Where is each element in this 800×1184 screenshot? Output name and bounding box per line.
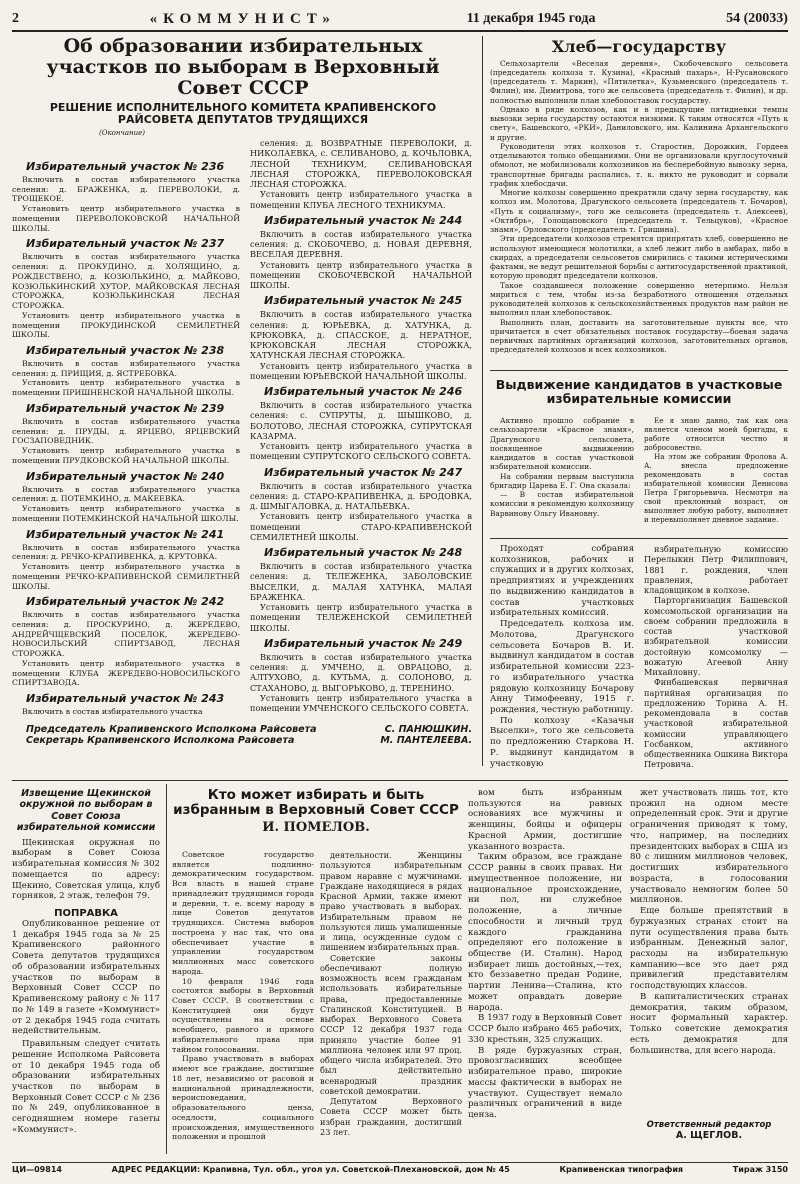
chairman-name: С. ПАНЮШКИН.: [384, 724, 472, 735]
precinct-heading: Избирательный участок № 247: [264, 465, 463, 479]
election-subtitle: РЕШЕНИЕ ИСПОЛНИТЕЛЬНОГО КОМИТЕТА КРАПИВЕНСКОГО РАЙСОВЕТА ДЕПУТАТОВ ТРУДЯЩИХСЯ: [49, 100, 437, 127]
editor-label: Ответственный редактор: [646, 1120, 772, 1130]
precinct-paragraph: Установить центр избирательного участка в помещении ТЕЛЕЖЕНСКОЙ СЕМИЛЕТНЕЙ ШКОЛЫ.: [250, 602, 472, 633]
article-paragraph: деятельности. Женщины пользуются избирательным правом наравне с мужчинами. Граждане находящиеся в рядах Красной Армии, также имеют право участвовать в выборах. Избирательным правом не пользуются лишь умалишенные и лица, осужденные судом с лишением избирательных прав.: [320, 850, 462, 953]
precinct-paragraph: Включить в состав избирательного участка селения: д. ПРУДЫ, д. ЯРЦЕВО, ЯРЦЕВСКИЙ ГОСЗАПОВЕДНИК.: [12, 416, 240, 446]
election-title: Об образовании избирательных участков по выборам в Верховный Совет СССР: [46, 35, 440, 99]
nomination-paragraph: Парторганизация Башевской комсомольской организации на своем собрании предложила в состав участковой избирательной комиссии достойную комсомолку — вожатую Агеевой Анну Михайловну.: [644, 595, 788, 677]
precinct-paragraph: Включить в состав избирательного участка: [22, 707, 203, 717]
issue-number: 54 (20033): [726, 11, 788, 26]
bread-paragraph: Такое создавшееся положение совершенно нетерпимо. Нельзя мириться с тем, чтобы из-за безработного отношения отдельных руководителей колхозов к сельскохозяйственных продуктов нам район не выполнил план хлебопоставок.: [490, 280, 788, 318]
precinct-heading: Избирательный участок № 246: [264, 385, 463, 398]
precinct-paragraph: Установить центр избирательного участка в помещении СТАРО-КРАПИВЕНСКОЙ СЕМИЛЕТНЕЙ ШКОЛЫ.: [250, 511, 472, 542]
precinct-paragraph: Установить центр избирательного участка в помещении УМЧЕНСКОГО СЕЛЬСКОГО СОВЕТА.: [250, 692, 472, 713]
precinct-paragraph: Включить в состав избирательного участка селения: д. ТЕЛЕЖЕНКА, ЗАБОЛОВСКИЕ ВЫСЕЛКИ, д. МАЛАЯ ХАТУНКА, МАЛАЯ БРАЖЕНКА.: [250, 561, 472, 602]
nomination-paragraph: На этом же собрании Фролова А. А. внесла предложение рекомендовать в состав избирательной комиссии Денисова Петра Григорьевича. Несмотря на свой преклонный возраст, он выполняет любую работу, выполняет и перевыполняет дневное задание.: [644, 452, 788, 524]
nomination-paragraph: Ее я знаю давно, так как она является членом моей бригады, к работе относится честно и добросовестно.: [644, 416, 788, 452]
nomination-paragraph: — В состав избирательной комиссии я рекомендую колхозницу Варвинову Ольгу Ивановну.: [490, 490, 634, 518]
voting-title: Кто может избирать и быть избранным в Верховный Совет СССР: [173, 787, 459, 818]
precinct-paragraph: Включить в состав избирательного участка селения: с. СУПРУТЫ, д. ШЫШКОВО, д. БОЛОТОВО, ЛЕСНАЯ СТОРОЖКА, СУПРУТСКАЯ КАЗАРМА.: [250, 400, 472, 441]
nomination-paragraph: На собрании первым выступила бригадир Царева Е. Г. Она сказала:: [490, 471, 634, 490]
nominations-lower-left: [490, 544, 634, 769]
secretary-title: Секретарь Крапивенского Исполкома Райсовета: [26, 735, 295, 746]
precinct-heading: Избирательный участок № 248: [264, 546, 463, 559]
footer-circulation: Тираж 3150: [732, 1165, 788, 1174]
article-paragraph: Таким образом, все граждане СССР равны в своих правах. Ни имущественное положение, ни национальное происхождение, ни пол, ни служебное положение, а личные способности и личный труд каждого гражданина определяют его положение в обществе (И. Сталин). Народ избирает лишь достойных,—тех, кто беззаветно предан Родине, партии Ленина—Сталина, кто может оправдать доверие народа.: [468, 852, 622, 1013]
footer-code: ЦИ—09814: [12, 1165, 62, 1174]
precinct-paragraph: Установить центр избирательного участка в помещении ПРУДКОВСКОЙ НАЧАЛЬНОЙ ШКОЛЫ.: [12, 446, 240, 465]
secretary-name: М. ПАНТЕЛЕЕВА.: [380, 735, 472, 746]
article-paragraph: В капиталистических странах демократия, таким образом, носит формальный характер. Только советские демократия есть демократия для большинства, для всего народа.: [630, 991, 788, 1056]
notice-box: [12, 788, 160, 1158]
precinct-heading: Избирательный участок № 241: [26, 527, 225, 541]
precinct-paragraph: селения: д. ВОЗВРАТНЫЕ ПЕРЕВОЛОКИ, д. НИКОЛАЕВКА, с. СЕЛИВАНОВО, д. КОЧЬЛОВКА, ЛЕСНОЙ ТЕХНИКУМ, СЕЛИВАНОВСКАЯ ЛЕСНАЯ СТОРОЖКА, ПЕРЕВОЛОКОВСКАЯ ЛЕСНАЯ СТОРОЖКА.: [250, 138, 472, 189]
precinct-paragraph: Установить центр избирательного участка в помещении ПОТЕМКИНСКОЙ НАЧАЛЬНОЙ ШКОЛЫ.: [12, 504, 240, 523]
precinct-heading: Избирательный участок № 244: [264, 213, 463, 227]
precinct-paragraph: Установить центр избирательного участка в помещении КЛУБА ЛЕСНОГО ТЕХНИКУМА.: [250, 189, 472, 210]
editor-name: А. ЩЕГЛОВ.: [675, 1130, 743, 1141]
precinct-paragraph: Включить в состав избирательного участка селения: д. ЮРЬЕВКА, д. ХАТУНКА, д. КРЮКОВКА, д. СПАССКОЕ, д. НЕРАТНОЕ, КРЮКОВСКАЯ ЛЕСНАЯ СТОРОЖКА, ХАТУНСКАЯ ЛЕСНАЯ СТОРОЖКА.: [250, 309, 472, 361]
precinct-heading: Избирательный участок № 239: [26, 401, 225, 415]
precinct-heading: Избирательный участок № 243: [26, 692, 225, 706]
precinct-paragraph: Установить центр избирательного участка в помещении ПРИШНЕНСКОЙ НАЧАЛЬНОЙ ШКОЛЫ.: [12, 378, 240, 398]
masthead: [12, 8, 788, 32]
bread-title: Хлеб—государству: [551, 37, 727, 56]
voting-column-2: [320, 850, 462, 1137]
nominations-rule: [490, 538, 788, 539]
issue-date: 11 декабря 1945 года: [466, 11, 596, 26]
election-column-2: [250, 138, 472, 713]
voting-article: [172, 788, 788, 1158]
election-column-1: [12, 156, 240, 717]
election-decision: [12, 35, 474, 746]
article-paragraph: жет участвовать лишь тот, кто прожил на одном месте определенный срок. Эти и другие ограничения приводят к тому, что, например, на последних президентских выборах в США из 80 с лишним миллионов человек, достигших избирательного возраста, в голосовании участвовало немногим более 50 миллионов.: [630, 788, 788, 906]
article-paragraph: Депутатом Верховного Совета СССР может быть избран гражданин, достигший 23 лет.: [320, 1096, 462, 1137]
precinct-paragraph: Включить в состав избирательного участка селения: д. СТАРО-КРАПИВЕНКА, д. БРОДОВКА, д. ШМЫГАЛОВКА, д. НАТАЛЬЕВКА.: [250, 480, 472, 511]
precinct-paragraph: Включить в состав избирательного участка селения: д. ПРОСКУРИНО, д. ЖЕРЕДЕВО, АНДРЕЙЧЩЕВСКИЙ ПОСЕЛОК, ЖЕРЕДЕВО-НОВОСИЛЬСКИЙ СПИРТЗАВОД, ЛЕСНАЯ СТОРОЖКА.: [12, 610, 240, 659]
bread-article: [490, 38, 788, 363]
ending-note: (Окончание): [99, 128, 145, 137]
column-rule: [482, 36, 483, 766]
nomination-paragraph: избирательную комиссию Перелыкин Петр Филиппович, 1881 г. рождения, член правления, работает кладовщиком в колхозе.: [644, 544, 788, 595]
voting-column-3: [468, 788, 622, 1121]
correction-text: Опубликованное решение от 1 декабря 1945 года за № 25 Крапивенского районного Совета депутатов трудящихся об образовании избирательных участков по выборам в Верховный Совет СССР по Крапивенскому району с № 117 по № 149 в газете «Коммунист» от 2 декабря 1945 года считать недействительным.: [12, 918, 160, 1037]
nomination-paragraph: Председатель колхоза им. Молотова, Драгунского сельсовета Бочаров В. И. выдвинул кандидатом в состав избирательной комиссии 223-го избирательного участка рядовую колхозницу Бочарову Анну Тимофеевну, 1915 г. рождения, честную работницу.: [490, 619, 634, 716]
notice-text: Щекинская окружная по выборам в Совет Союза избирательная комиссия № 302 помещается по адресу: Щекино, Советская улица, клуб горняков, 2 этаж, телефон 79.: [12, 837, 160, 902]
nominations-right: [644, 416, 788, 524]
correction-title: ПОПРАВКА: [54, 907, 118, 919]
voting-author: И. ПОМЕЛОВ.: [262, 819, 370, 835]
nominations-left: [490, 416, 634, 518]
article-paragraph: Право участвовать в выборах имеют все граждане, достигшие 18 лет, независимо от расовой и национальной принадлежности, вероисповедания, образовательного ценза, оседлости, социального происхождения, имущественного положения и прошлой: [172, 1054, 314, 1142]
precinct-heading: Избирательный участок № 240: [26, 469, 225, 483]
precinct-paragraph: Включить в состав избирательного участка селения: д. ПОТЕМКИНО, д. МАКЕЕВКА.: [12, 484, 240, 504]
precinct-heading: Избирательный участок № 249: [264, 636, 463, 650]
section-rule: [490, 370, 788, 371]
nominations-title: Выдвижение кандидатов в участковые избирательные комиссии: [495, 377, 783, 406]
bread-paragraph: Многие колхозы совершенно прекратили сдачу зерна государству, как колхоз им. Молотова, Драгунского сельсовета (председатель т. Бочаров), «Путь к социализму», того же сельсовета (председатель т. Алексеев), «Октябрь», Голощаповского (председатель т. Тельцуков), «Красное знамя», Орловского (председатель т. Гришина).: [490, 188, 788, 235]
article-paragraph: вом быть избранным пользуются на равных основаниях все мужчины и женщины, бойцы и офицеры Красной Армии, достигшие указанного возраста.: [468, 788, 622, 852]
nomination-paragraph: Проходят собрания колхозников, рабочих и служащих и в других колхозах, предприятиях и учреждениях по выдвижению кандидатов в состав участковых избирательных комиссий.: [490, 544, 634, 619]
precinct-paragraph: Установить центр избирательного участка в помещении КЛУБА ЖЕРЕДЕВО-НОВОСИЛЬСКОГО СПИРТЗАВОДА.: [12, 658, 240, 688]
precinct-paragraph: Установить центр избирательного участка в помещении РЕЧКО-КРАПИВЕНСКОЙ СЕМИЛЕТНЕЙ ШКОЛЫ.: [12, 562, 240, 591]
voting-column-1: [172, 850, 314, 1142]
bread-paragraph: Выполнить план, доставить на заготовительные пункты все, что причитается в счет обязательных поставок государству—боевая задача первичных партийных организаций колхозов, заготовительных органов, председателей колхозов и всех колхозников.: [490, 317, 788, 355]
precinct-paragraph: Установить центр избирательного участка в помещении ПРОКУДИНСКОЙ СЕМИЛЕТНЕЙ ШКОЛЫ.: [12, 310, 240, 340]
footer-address: АДРЕС РЕДАКЦИИ: Крапивна, Тул. обл., угол ул. Советской-Плехановской, дом № 45: [111, 1165, 510, 1174]
bread-paragraph: Руководители этих колхозов т. Старостин, Дорожкин, Гордеев отделываются только обещаниями. Они не организовали круглосуточный обмолот, не мобилизовали колхозников на бесперебойную вывозку зерна, транспортные бригады распались, т. к. никто не руководит и сорвали график хлебосдачи.: [490, 141, 788, 188]
precinct-paragraph: Включить в состав избирательного участка селения: д. РЕЧКО-КРАПИВЕНКА, д. КРУТОВКА.: [12, 542, 240, 562]
bread-paragraph: Однако в ряде колхозов, как и в предыдущие пятидневки темпы вывозки зерна государству остаются низкими. К таким относятся «Путь к свету», Башевского, «РКИ», Даниловского, им. Калинина Архангельского и другие.: [490, 104, 788, 142]
bread-body: [490, 59, 788, 355]
precinct-paragraph: Включить в состав избирательного участка селения: д. ПРИЩИЯ, д. ЯСТРЕБОВКА.: [12, 359, 240, 378]
article-paragraph: 10 февраля 1946 года состоятся выборы в Верховный Совет СССР. В соответствии с Конституцией они будут осуществлены на основе всеобщего, равного и прямого избирательного права при тайном голосовании.: [172, 976, 314, 1054]
precinct-heading: Избирательный участок № 242: [26, 595, 225, 609]
notice-rule: [166, 784, 167, 1154]
article-paragraph: Советские законы обеспечивают полную возможность всем гражданам использовать избирательные права, предоставленные Сталинской Конституцией. В выборах Верховного Совета СССР 12 декабря 1937 года приняло участие более 91 миллиона человек или 97 проц. общего числа избирателей. Это был действительно всенародный праздник советской демократии.: [320, 952, 462, 1096]
lower-rule: [12, 780, 788, 781]
nominations-article: [490, 378, 788, 778]
footer-printer: Крапивенская типография: [559, 1165, 684, 1174]
precinct-heading: Избирательный участок № 237: [26, 237, 225, 251]
precinct-paragraph: Установить центр избирательного участка в помещении СКОБОЧЕВСКОЙ НАЧАЛЬНОЙ ШКОЛЫ.: [250, 259, 472, 290]
nominations-lower-right: [644, 544, 788, 770]
bread-paragraph: Эти председатели колхозов стремятся припрятать хлеб, совершенно не используют имеющиеся молотилки, а хлеб лежит либо в амбарах, либо в скирдах, а председатели сельсоветов смирились с такими истерическими фактами, не ведут решительной борьбы с антигосударственной практикой, которую проводят председатели колхозов.: [490, 234, 788, 281]
precinct-heading: Избирательный участок № 245: [264, 294, 463, 308]
precinct-paragraph: Включить в состав избирательного участка селения: д. УМЧЕНО, д. ОВРАЦОВО, д. АЛТУХОВО, д. КУТЬМА, д. СОЛОНОВО, д. СТАХАНОВО, д. ВЫГОРЬКОВО, д. ТЕРЕНИНО.: [250, 651, 472, 693]
article-paragraph: Советское государство является подлинно-демократическим государством. Вся власть в нашей стране принадлежит трудящимся города и деревни, т. е. всему народу в лице Советов депутатов трудящихся. Система выборов построена у нас так, что она обеспечивает участие в управлении государством миллионных масс советского народа.: [172, 850, 314, 976]
precinct-heading: Избирательный участок № 236: [26, 160, 225, 173]
nomination-paragraph: Активно прошло собрание в сельхозартели «Красное знамя», Драгунского сельсовета, посвященное выдвижению кандидатов в состав участковой избирательной комиссии.: [490, 416, 634, 472]
precinct-paragraph: Установить центр избирательного участка в помещении ПЕРЕВОЛОКОВСКОЙ НАЧАЛЬНОЙ ШКОЛЫ.: [12, 204, 240, 233]
notice-title: Извещение Щекинской окружной по выборам в Совет Союза избирательной комиссии: [16, 788, 156, 834]
precinct-paragraph: Установить центр избирательного участка в помещении ЮРЬЕВСКОЙ НАЧАЛЬНОЙ ШКОЛЫ.: [250, 360, 472, 381]
precinct-paragraph: Включить в состав избирательного участка селения: д. ПРОКУДИНО, д. ХОЛЯЩИНО, д. РОЖДЕСТВЕНО, д. КОЗЮЛЬКИНО, д. МАЙКОВО, КОЗЮЛЬКИНСКИЙ ХУТОР, МАЙКОВСКАЯ ЛЕСНАЯ СТОРОЖКА, КОЗЮЛЬКИНСКАЯ ЛЕСНАЯ СТОРОЖКА.: [12, 252, 240, 311]
nomination-paragraph: Финбашевская первичная партийная организация по предложению Торина А. Н. рекомендовала в состав участковой избирательной комиссии управляющего Госбанком, активного общественника Ошкина Виктора Петровича.: [644, 677, 788, 770]
bread-paragraph: Сельхозартели «Веселая деревня», Скобочевского сельсовета (председатель колхоза т. Кузина), «Красный пахарь», Н-Русановского (председатель т. Маркин), «Пятилетка», Кузьменского (председатель т. Филин), им. Димитрова, того же сельсовета (председатель т. Филин), и др. полностью выполнили план хлебопоставок государству.: [490, 58, 788, 105]
precinct-paragraph: Включить в состав избирательного участка селения: д. СКОБОЧЕВО, д. НОВАЯ ДЕРЕВНЯ, ВЕСЕЛАЯ ДЕРЕВНЯ.: [250, 228, 472, 260]
nomination-paragraph: По колхозу «Казачьи Выселки», того же сельсовета по предложению Старкова Н. Р. выдвинут кандидатом в участковую: [490, 715, 634, 769]
footer: [12, 1162, 788, 1176]
voting-column-4: [630, 788, 788, 1056]
article-paragraph: В 1937 году в Верховный Совет СССР было избрано 465 рабочих, 330 крестьян, 325 служащих.: [468, 1013, 622, 1045]
chairman-title: Председатель Крапивенского Исполкома Райсовета: [26, 724, 317, 735]
paper-name: «КОММУНИСТ»: [149, 10, 336, 27]
article-paragraph: В ряде буржуазных стран, провозгласивших всеобщее избирательное право, широкие массы фактически в выборах не участвуют. Существует немало различных ограничений в виде ценза.: [468, 1045, 622, 1121]
correction-text-2: Правильным следует считать решение Исполкома Райсовета от 10 декабря 1945 года об образовании избирательных участков по выборам в Верховный Совет СССР с № 236 по № 249, опубликованное в сегодняшнем номере газеты «Коммунист».: [12, 1039, 160, 1135]
election-signatures: [26, 724, 472, 746]
precinct-paragraph: Установить центр избирательного участка в помещении СУПРУТСКОГО СЕЛЬСКОГО СОВЕТА.: [250, 441, 472, 462]
article-paragraph: Еще больше препятствий в буржуазных странах стоит на пути осуществления права быть избранным. Денежный залог, расходы на избирательную кампанию—все это дает ряд привилегий представителям господствующих классов.: [630, 906, 788, 992]
page-number: 2: [12, 11, 19, 26]
precinct-heading: Избирательный участок № 238: [26, 344, 225, 358]
precinct-paragraph: Включить в состав избирательного участка селения: д. БРАЖЕНКА, д. ПЕРЕВОЛОКИ, д. ТРОЩЕКОЕ.: [12, 175, 240, 204]
editor-block: [630, 1120, 788, 1141]
